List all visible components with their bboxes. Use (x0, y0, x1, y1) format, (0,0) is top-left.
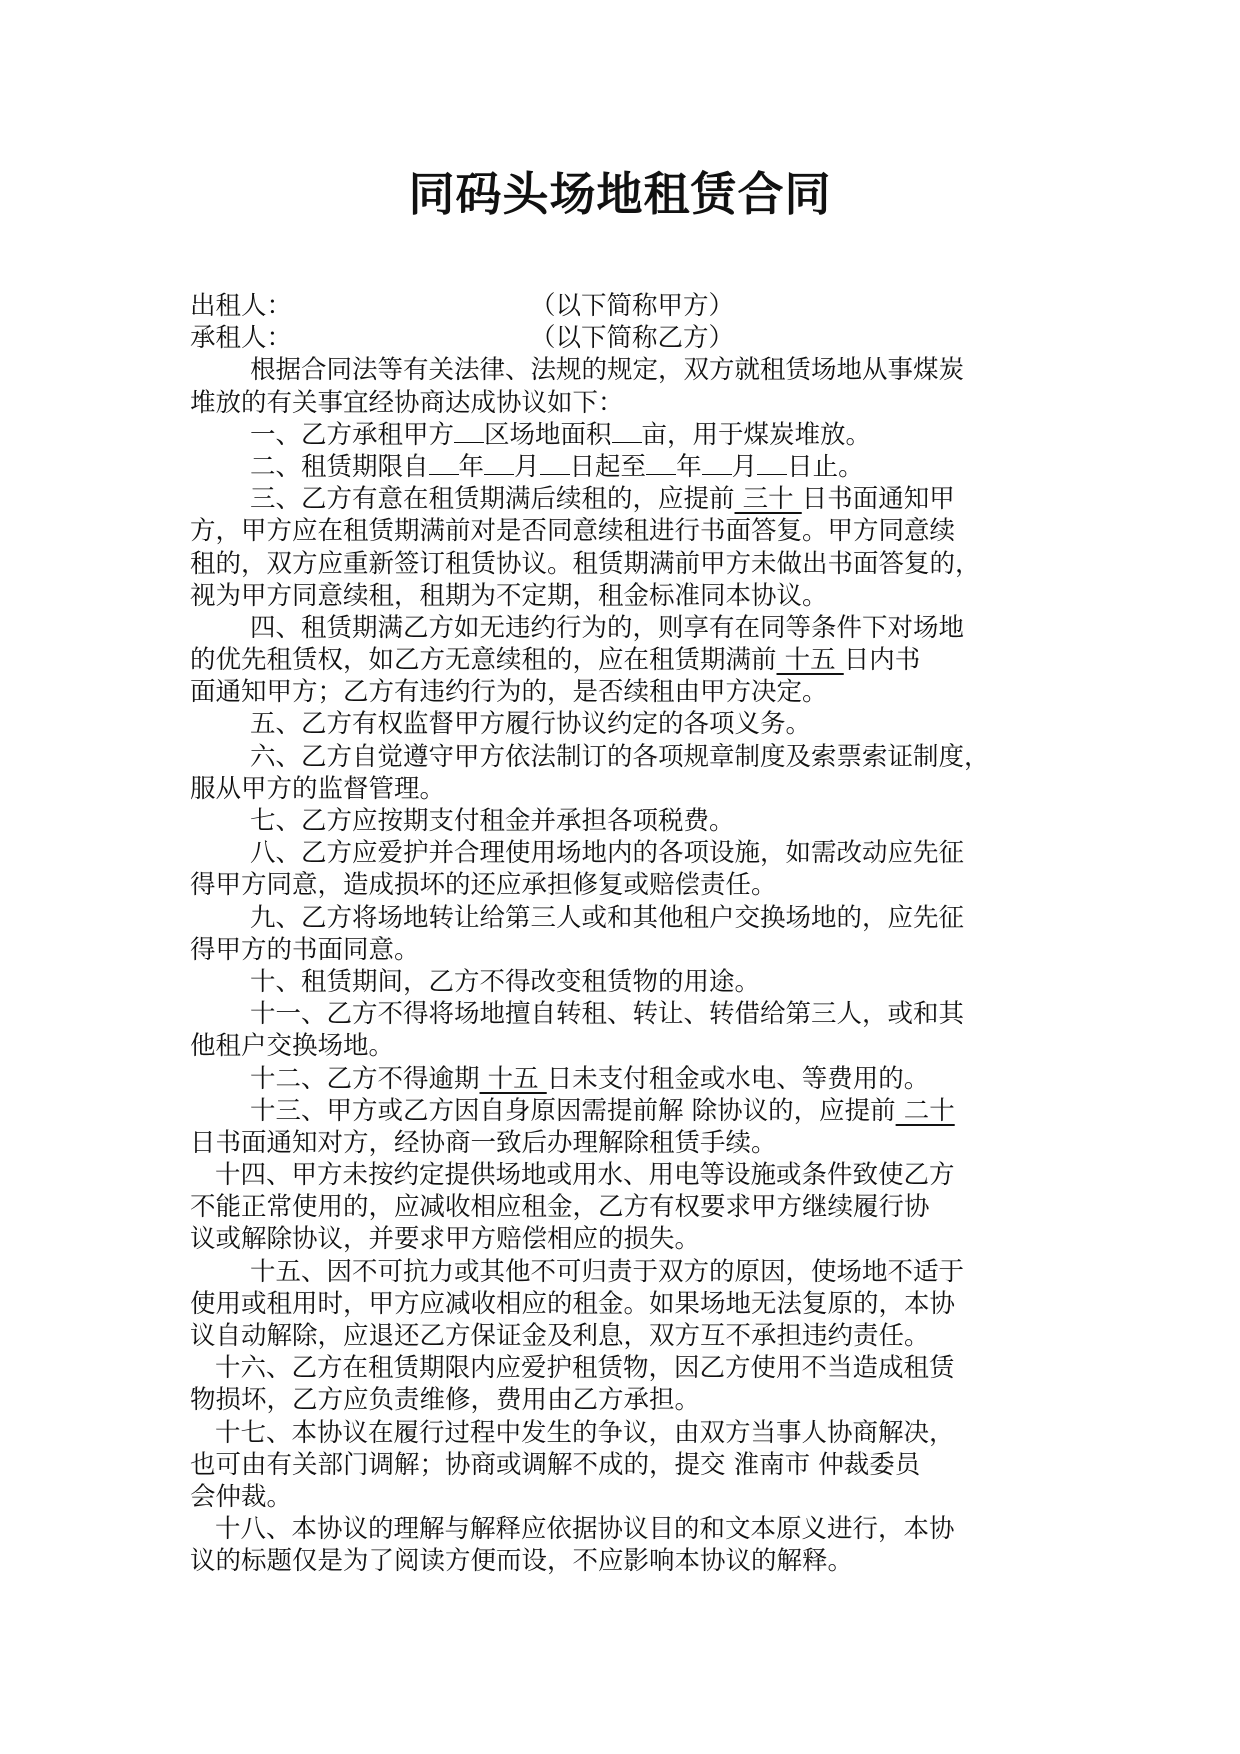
filled-value: 三十 (734, 484, 802, 515)
clause-8-line-1: 八、乙方应爱护并合理使用场地内的各项设施，如需改动应先征 (250, 838, 965, 869)
clause-6-line-1: 六、乙方自觉遵守甲方依法制订的各项规章制度及索票索证制度， (250, 741, 990, 772)
clause-3-line-3: 租的，双方应重新签订租赁协议。租赁期满前甲方未做出书面答复的， (190, 548, 981, 579)
blank-field (646, 452, 676, 475)
clause-18-line-2: 议的标题仅是为了阅读方便而设，不应影响本协议的解释。 (190, 1546, 854, 1577)
clause-17-line-3: 会仲裁。 (190, 1481, 293, 1512)
lessee-label: 承租人： (190, 323, 293, 354)
clause-13-line-1 (190, 1095, 1060, 1127)
contract-body (190, 290, 1060, 1578)
clause-14-line-1: 十四、甲方未按约定提供场地或用水、用电等设施或条件致使乙方 (215, 1160, 955, 1191)
clause-3-line-2: 方，甲方应在租赁期满前对是否同意续租进行书面答复。甲方同意续 (190, 516, 956, 547)
blank-field (484, 452, 514, 475)
clause-3-text: 三、乙方有意在租赁期满后续租的，应提前 (250, 484, 735, 515)
clause-12-text: 十二、乙方不得逾期 (250, 1063, 480, 1094)
clause-18-line-1: 十八、本协议的理解与解释应依据协议目的和文本原义进行，本协 (215, 1514, 955, 1545)
clause-2-text-g: 日止。 (787, 451, 864, 482)
lessor-label: 出租人： (190, 291, 293, 321)
filled-value: 十五 (776, 645, 844, 676)
clause-2-text-f: 月 (731, 451, 758, 482)
blank-field (702, 452, 732, 475)
clause-2 (190, 451, 1060, 483)
clause-15-line-1: 十五、因不可抗力或其他不可归责于双方的原因，使场地不适于 (250, 1256, 965, 1287)
clause-15-line-2: 使用或租用时，甲方应减收相应的租金。如果场地无法复原的，本协 (190, 1288, 956, 1319)
clause-10: 十、租赁期间，乙方不得改变租赁物的用途。 (250, 966, 761, 997)
filled-value: 十五 (479, 1063, 547, 1094)
clause-2-text-b: 年 (458, 451, 485, 482)
clause-8-line-2: 得甲方同意，造成损坏的还应承担修复或赔偿责任。 (190, 870, 777, 901)
clause-12 (190, 1063, 1060, 1095)
clause-5: 五、乙方有权监督甲方履行协议约定的各项义务。 (250, 709, 812, 740)
clause-14-line-2: 不能正常使用的，应减收相应租金，乙方有权要求甲方继续履行协 (190, 1192, 930, 1223)
clause-2-text-e: 年 (676, 451, 702, 482)
clause-13-line-2: 日书面通知对方，经协商一致后办理解除租赁手续。 (190, 1127, 777, 1158)
clause-2-text-d: 日起至 (569, 451, 647, 482)
blank-field (540, 452, 570, 475)
clause-1-text-a: 一、乙方承租甲方 (250, 419, 455, 450)
clause-4-line-2 (190, 644, 1060, 676)
clause-2-text-c: 月 (514, 451, 540, 482)
blank-field (454, 420, 484, 443)
clause-13-text: 十三、甲方或乙方因自身原因需提前解 除协议的，应提前 (250, 1095, 896, 1126)
intro-line-1: 根据合同法等有关法律、法规的规定，双方就租赁场地从事煤炭 (250, 355, 965, 386)
intro-line-2: 堆放的有关事宜经协商达成协议如下： (190, 387, 624, 418)
clause-1-text-c: 亩，用于煤炭堆放。 (641, 419, 872, 450)
lessor-line (190, 290, 1060, 322)
clause-3-line-4: 视为甲方同意续租，租期为不定期，租金标准同本协议。 (190, 580, 828, 611)
blank-field (757, 452, 787, 475)
document-title: 同码头场地租赁合同 (408, 167, 832, 221)
clause-9-line-1: 九、乙方将场地转让给第三人或和其他租户交换场地的，应先征 (250, 902, 965, 933)
clause-14-line-3: 议或解除协议，并要求甲方赔偿相应的损失。 (190, 1224, 701, 1255)
clause-4-line-1: 四、租赁期满乙方如无违约行为的，则享有在同等条件下对场地 (250, 612, 965, 643)
clause-17-line-1: 十七、本协议在履行过程中发生的争议，由双方当事人协商解决， (215, 1417, 955, 1448)
clause-4-text: 日内书 (843, 645, 921, 676)
lessee-note: （以下简称乙方） (530, 323, 735, 354)
clause-15-line-3: 议自动解除，应退还乙方保证金及利息，双方互不承担违约责任。 (190, 1321, 930, 1351)
clause-11-line-1: 十一、乙方不得将场地擅自转租、转让、转借给第三人，或和其 (250, 999, 965, 1030)
clause-2-text-a: 二、租赁期限自 (250, 451, 429, 482)
blank-field (429, 452, 459, 475)
lessor-note: （以下简称甲方） (530, 291, 735, 321)
clause-17-line-2: 也可由有关部门调解；协商或调解不成的，提交 淮南市 仲裁委员 (190, 1449, 921, 1480)
clause-4-text: 的优先租赁权，如乙方无意续租的，应在租赁期满前 (190, 645, 777, 676)
blank-field (612, 420, 642, 443)
clause-9-line-2: 得甲方的书面同意。 (190, 934, 420, 965)
clause-1 (190, 419, 1060, 451)
clause-6-line-2: 服从甲方的监督管理。 (190, 773, 446, 804)
clause-1-text-b: 区场地面积 (484, 419, 612, 450)
clause-16-line-1: 十六、乙方在租赁期限内应爱护租赁物，因乙方使用不当造成租赁 (215, 1353, 955, 1384)
clause-3-line-1 (190, 483, 1060, 515)
clause-7: 七、乙方应按期支付租金并承担各项税费。 (250, 806, 735, 836)
clause-11-line-2: 他租户交换场地。 (190, 1031, 395, 1062)
clause-3-text: 日书面通知甲 (801, 484, 955, 515)
clause-12-text: 日未支付租金或水电、等费用的。 (546, 1063, 930, 1094)
filled-value: 二十 (895, 1095, 955, 1126)
clause-16-line-2: 物损坏，乙方应负责维修，费用由乙方承担。 (190, 1385, 701, 1416)
lessee-line (190, 322, 1060, 354)
clause-4-line-3: 面通知甲方；乙方有违约行为的，是否续租由甲方决定。 (190, 677, 828, 708)
